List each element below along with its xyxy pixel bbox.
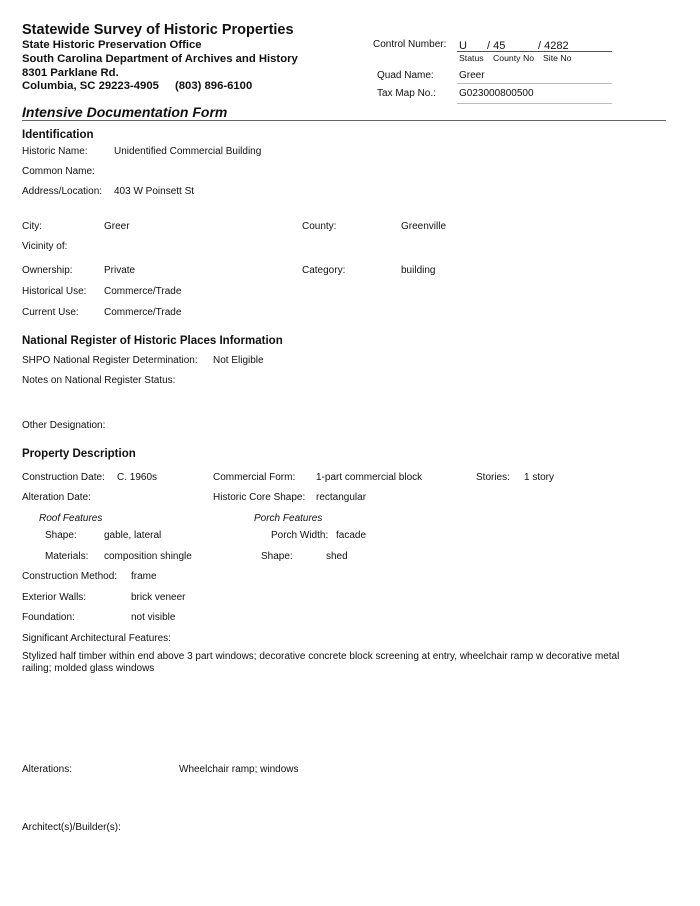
roof-materials-value: composition shingle xyxy=(104,551,192,562)
category-label: Category: xyxy=(302,265,346,276)
control-county-value: / 45 xyxy=(487,40,506,52)
street-address: 8301 Parklane Rd. xyxy=(22,67,119,79)
phone-number: (803) 896-6100 xyxy=(175,80,253,92)
roof-materials-label: Materials: xyxy=(45,551,89,562)
city-zip: Columbia, SC 29223-4905 xyxy=(22,80,159,92)
quad-name-value: Greer xyxy=(459,70,485,81)
stories-value: 1 story xyxy=(524,472,555,483)
shpo-determination-value: Not Eligible xyxy=(213,355,264,366)
exterior-walls-value: brick veneer xyxy=(131,592,186,603)
tax-map-underline xyxy=(457,103,612,104)
control-number-label: Control Number: xyxy=(373,39,447,50)
alterations-value: Wheelchair ramp; windows xyxy=(179,764,299,775)
county-no-caption: County No xyxy=(493,53,535,63)
architectural-features-label: Significant Architectural Features: xyxy=(22,633,171,644)
tax-map-value: G023000800500 xyxy=(459,88,534,99)
common-name-label: Common Name: xyxy=(22,166,95,177)
architectural-features-text: Stylized half timber within end above 3 part windows; decorative concrete block screening at entry, wheelchair ramp w decorative metal railing; molded glass windows xyxy=(22,651,620,674)
roof-shape-label: Shape: xyxy=(45,530,77,541)
architect-builder-label: Architect(s)/Builder(s): xyxy=(22,822,121,833)
foundation-value: not visible xyxy=(131,612,176,623)
survey-title: Statewide Survey of Historic Properties xyxy=(22,22,294,38)
quad-name-underline xyxy=(457,83,612,84)
national-register-heading: National Register of Historic Places Information xyxy=(22,335,283,347)
current-use-value: Commerce/Trade xyxy=(104,307,182,318)
county-value: Greenville xyxy=(401,221,447,232)
department-name: South Carolina Department of Archives and History xyxy=(22,53,298,65)
construction-method-label: Construction Method: xyxy=(22,571,118,582)
stories-label: Stories: xyxy=(476,472,510,483)
roof-features-heading: Roof Features xyxy=(39,513,103,524)
quad-name-label: Quad Name: xyxy=(377,70,434,81)
core-shape-value: rectangular xyxy=(316,492,367,503)
address-value: 403 W Poinsett St xyxy=(114,186,195,197)
core-shape-label: Historic Core Shape: xyxy=(213,492,306,503)
historic-name-label: Historic Name: xyxy=(22,146,88,157)
category-value: building xyxy=(401,265,436,276)
status-caption: Status xyxy=(459,53,484,63)
city-label: City: xyxy=(22,221,42,232)
address-label: Address/Location: xyxy=(22,186,103,197)
porch-width-label: Porch Width: xyxy=(271,530,329,541)
property-description-heading: Property Description xyxy=(22,448,136,460)
porch-shape-value: shed xyxy=(326,551,348,562)
control-number-underline xyxy=(457,51,612,52)
historical-use-label: Historical Use: xyxy=(22,286,87,297)
alterations-label: Alterations: xyxy=(22,764,73,775)
form-title: Intensive Documentation Form xyxy=(22,104,228,120)
porch-features-heading: Porch Features xyxy=(254,513,323,524)
site-no-caption: Site No xyxy=(543,53,572,63)
other-designation-label: Other Designation: xyxy=(22,420,106,431)
ownership-value: Private xyxy=(104,265,136,276)
current-use-label: Current Use: xyxy=(22,307,79,318)
construction-method-value: frame xyxy=(131,571,157,582)
commercial-form-value: 1-part commercial block xyxy=(316,472,423,483)
porch-width-value: facade xyxy=(336,530,367,541)
control-status-value: U xyxy=(459,40,467,52)
vicinity-label: Vicinity of: xyxy=(22,241,68,252)
city-value: Greer xyxy=(104,221,130,232)
office-name: State Historic Preservation Office xyxy=(22,39,202,51)
construction-date-value: C. 1960s xyxy=(117,472,158,483)
commercial-form-label: Commercial Form: xyxy=(213,472,296,483)
ownership-label: Ownership: xyxy=(22,265,73,276)
control-site-value: / 4282 xyxy=(538,40,569,52)
historic-name-value: Unidentified Commercial Building xyxy=(114,146,262,157)
nr-notes-label: Notes on National Register Status: xyxy=(22,375,176,386)
shpo-determination-label: SHPO National Register Determination: xyxy=(22,355,198,366)
county-label: County: xyxy=(302,221,337,232)
foundation-label: Foundation: xyxy=(22,612,75,623)
historical-use-value: Commerce/Trade xyxy=(104,286,182,297)
identification-heading: Identification xyxy=(22,129,94,141)
porch-shape-label: Shape: xyxy=(261,551,293,562)
alteration-date-label: Alteration Date: xyxy=(22,492,91,503)
title-rule xyxy=(22,120,666,121)
tax-map-label: Tax Map No.: xyxy=(377,88,436,99)
construction-date-label: Construction Date: xyxy=(22,472,105,483)
exterior-walls-label: Exterior Walls: xyxy=(22,592,87,603)
roof-shape-value: gable, lateral xyxy=(104,530,162,541)
